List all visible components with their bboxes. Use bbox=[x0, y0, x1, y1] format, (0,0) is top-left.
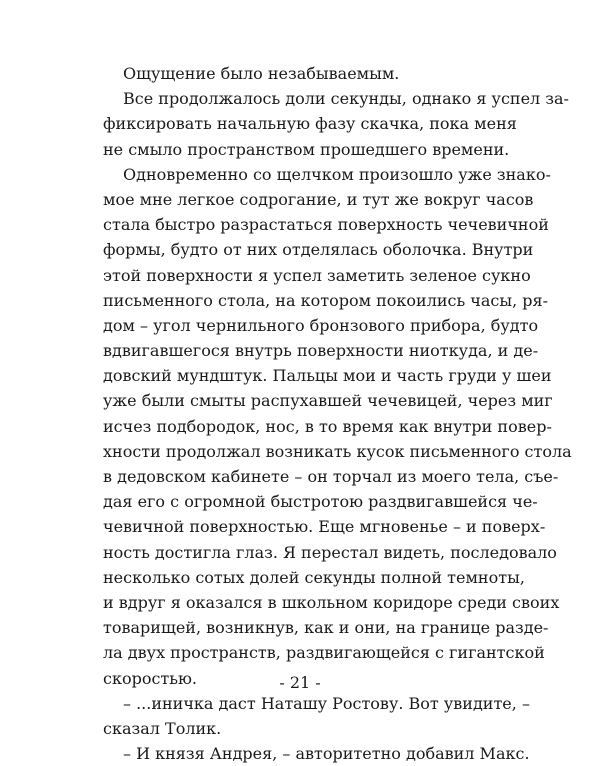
paragraph-line: уже были смыты распухавшей чечевицей, через миг bbox=[103, 391, 553, 411]
paragraph-line: дом – угол чернильного бронзового прибора, будто bbox=[103, 315, 539, 335]
paragraph-line: ность достигла глаз. Я перестал видеть, последовало bbox=[103, 542, 557, 562]
paragraph-line: дая его с огромной быстротою раздвигавшейся че- bbox=[103, 492, 538, 512]
dialogue-line: сказал Толик. bbox=[103, 718, 222, 738]
paragraph-line: формы, будто от них отделялась оболочка. Внутри bbox=[103, 240, 534, 260]
paragraph-line: Ощущение было незабываемым. bbox=[123, 64, 400, 83]
paragraph-line: несколько сотых долей секунды полной темноты, bbox=[103, 567, 525, 587]
body-text bbox=[103, 61, 572, 766]
paragraph-line: Одновременно со щелчком произошло уже знако- bbox=[123, 164, 551, 184]
paragraph-line: Все продолжалось доли секунды, однако я успел за- bbox=[123, 89, 569, 109]
paragraph-line: стала быстро разрастаться поверхность чечевичной bbox=[103, 215, 549, 235]
paragraph-line: этой поверхности я успел заметить зеленое сукно bbox=[103, 265, 531, 285]
dialogue-line: – ...иничка даст Наташу Ростову. Вот увидите, – bbox=[123, 693, 530, 713]
paragraph-line: ла двух пространств, раздвигающейся с гигантской bbox=[103, 643, 545, 663]
paragraph-line: довский мундштук. Пальцы мои и часть груди у шеи bbox=[103, 366, 552, 386]
dialogue-line: – И князя Андрея, – авторитетно добавил Макс. bbox=[123, 744, 530, 764]
page-number: - 21 - bbox=[279, 673, 321, 692]
paragraph-line: не смыло пространством прошедшего времени. bbox=[103, 139, 510, 159]
paragraph-line: в дедовском кабинете – он торчал из моего тела, съе- bbox=[103, 467, 559, 486]
paragraph-line: исчез подбородок, нос, в то время как внутри повер- bbox=[103, 416, 552, 436]
paragraph-line: товарищей, возникнув, как и они, на границе разде- bbox=[103, 618, 549, 638]
paragraph-line: чевичной поверхностью. Еще мгновенье – и поверх- bbox=[103, 517, 546, 537]
paragraph-line: и вдруг я оказался в школьном коридоре среди своих bbox=[103, 592, 560, 612]
paragraph-line: вдвигавшегося внутрь поверхности ниоткуда, и де- bbox=[103, 341, 539, 361]
paragraph-line: письменного стола, на котором покоились часы, ря- bbox=[103, 290, 549, 310]
paragraph-line: хности продолжал возникать кусок письменного стола bbox=[103, 441, 572, 461]
paragraph-line: скоростью. bbox=[103, 668, 198, 688]
paragraph-line: фиксировать начальную фазу скачка, пока меня bbox=[103, 114, 517, 134]
paragraph-line: мое мне легкое содрогание, и тут же вокруг часов bbox=[103, 189, 534, 209]
